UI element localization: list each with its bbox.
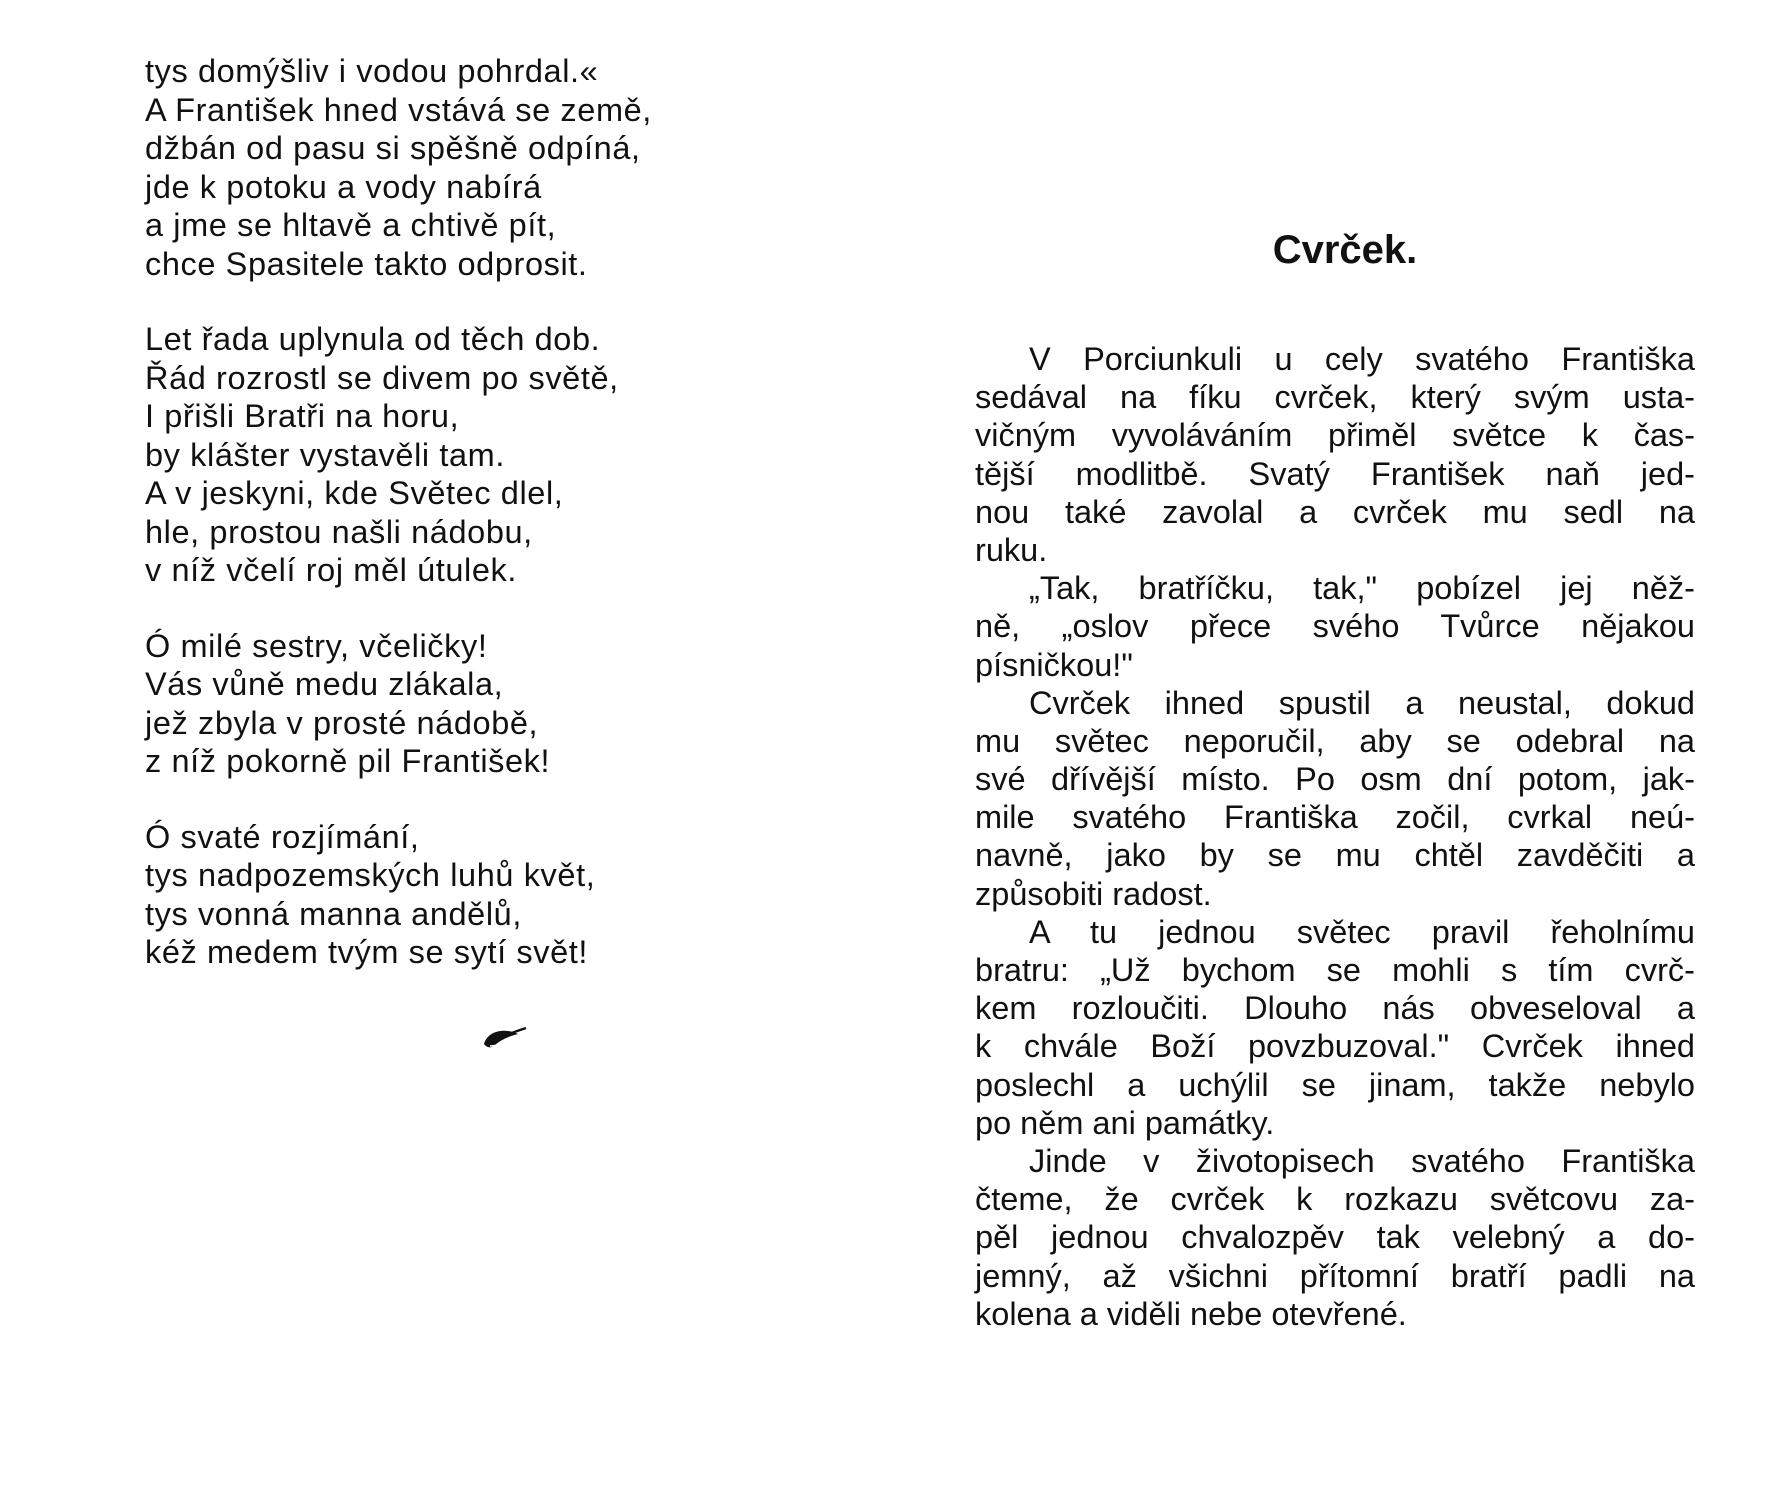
prose-line: „Tak, bratříčku, tak," pobízel jej něž-	[1029, 570, 1695, 607]
verse-line: tys vonná manna andělů,	[145, 895, 522, 932]
verse-line: Řád rozrostl se divem po světě,	[145, 359, 619, 396]
prose-line: Cvrček ihned spustil a neustal, dokud	[1029, 684, 1695, 721]
verse-line: a jme se hltavě a chtivě pít,	[145, 207, 557, 243]
verse-line: džbán od pasu si spěšně odpíná,	[145, 130, 641, 166]
prose-line: jemný, až všichni přítomní bratří padli na	[975, 1257, 1695, 1294]
poem-stanza-4	[145, 818, 785, 972]
prose-line: navně, jako by se mu chtěl zavděčiti a	[975, 837, 1695, 874]
prose-line: Jinde v životopisech svatého Františka	[1029, 1142, 1695, 1179]
left-page-poem	[145, 52, 785, 1009]
prose-line: své dřívější místo. Po osm dní potom, jak-	[975, 761, 1695, 798]
verse-line: Ó svaté rozjímání,	[145, 818, 420, 855]
verse-line: I přišli Bratři na horu,	[145, 398, 460, 434]
verse-line: hle, prostou našli nádobu,	[145, 513, 533, 550]
prose-line: nou také zavolal a cvrček mu sedl na	[975, 493, 1695, 530]
prose-line: kem rozloučiti. Dlouho nás obveseloval a	[975, 990, 1695, 1027]
prose-line: mu světec neporučil, aby se odebral na	[975, 722, 1695, 759]
prose-line: k chvále Boží povzbuzoval." Cvrček ihned	[975, 1028, 1695, 1065]
verse-line: z níž pokorně pil František!	[145, 743, 551, 779]
prose-line: poslechl a uchýlil se jinam, takže nebylo	[975, 1066, 1695, 1103]
prose-line: mile svatého Františka zočil, cvrkal neú-	[975, 799, 1695, 836]
verse-line: Ó milé sestry, včeličky!	[145, 627, 488, 664]
prose-line: sedával na fíku cvrček, který svým usta-	[975, 379, 1695, 416]
story-body	[975, 340, 1695, 1333]
right-page-story	[975, 222, 1695, 1333]
poem-stanza-1	[145, 52, 785, 283]
prose-line: kolena a viděli nebe otevřené.	[975, 1295, 1407, 1332]
verse-line: v níž včelí roj měl útulek.	[145, 552, 518, 588]
verse-line: chce Spasitele takto odprosit.	[145, 245, 588, 282]
verse-line: tys domýšliv i vodou pohrdal.«	[145, 53, 599, 89]
prose-line: bratru: „Už bychom se mohli s tím cvrč-	[975, 952, 1695, 988]
leaf-ornament-icon	[480, 1024, 528, 1052]
prose-line: pěl jednou chvalozpěv tak velebný a do-	[975, 1219, 1695, 1256]
verse-line: tys nadpozemských luhů květ,	[145, 857, 596, 893]
verse-line: jde k potoku a vody nabírá	[145, 168, 542, 205]
verse-line: kéž medem tvým se sytí svět!	[145, 934, 589, 970]
story-title: Cvrček.	[1272, 228, 1418, 272]
verse-line: Let řada uplynula od těch dob.	[145, 321, 601, 357]
verse-line: jež zbyla v prosté nádobě,	[145, 704, 539, 741]
prose-line: čteme, že cvrček k rozkazu světcovu za-	[975, 1181, 1695, 1218]
prose-line: ruku.	[975, 531, 1048, 568]
verse-line: by klášter vystavěli tam.	[145, 436, 505, 473]
poem-stanza-3	[145, 627, 785, 781]
prose-line: A tu jednou světec pravil řeholnímu	[1029, 913, 1695, 950]
poem-stanza-2	[145, 320, 785, 590]
prose-line: po něm ani památky.	[975, 1104, 1275, 1141]
prose-line: tější modlitbě. Svatý František naň jed-	[975, 455, 1695, 492]
prose-line: ně, „oslov přece svého Tvůrce nějakou	[975, 608, 1695, 645]
verse-line: A František hned vstává se země,	[145, 91, 652, 128]
prose-line: písničkou!"	[975, 646, 1133, 683]
verse-line: Vás vůně medu zlákala,	[145, 666, 504, 702]
prose-line: způsobiti radost.	[975, 875, 1212, 912]
prose-line: V Porciunkuli u cely svatého Františka	[1029, 341, 1695, 377]
verse-line: A v jeskyni, kde Světec dlel,	[145, 475, 564, 511]
prose-line: vičným vyvoláváním přiměl světce k čas-	[975, 417, 1695, 454]
